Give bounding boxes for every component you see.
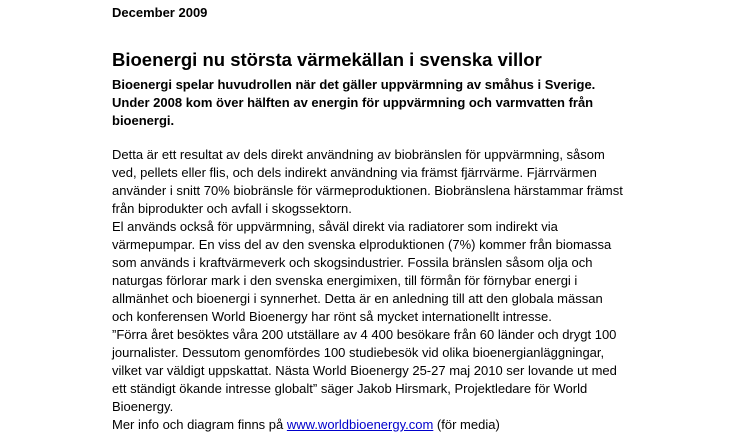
body-line: från biprodukter och avfall i skogssektorn. — [112, 201, 352, 216]
body-line: allmänhet och bioenergi i synnerhet. Detta är en anledning till att den globala mässan — [112, 291, 603, 306]
body-line: Detta är ett resultat av dels direkt användning av biobränslen för uppvärmning, såsom — [112, 147, 605, 162]
lead-line: Under 2008 kom över hälften av energin för uppvärmning och varmvatten från — [112, 95, 594, 110]
more-info-line — [112, 416, 642, 434]
body-line: som används i kraftvärmeverk och skogsindustrier. Fossila bränslen såsom olja och — [112, 255, 593, 270]
body-line: ved, pellets eller flis, och dels indirekt användning via främst fjärrvärme. Fjärrvärmen — [112, 165, 597, 180]
lead-paragraph — [112, 76, 632, 130]
body-text — [112, 146, 642, 434]
body-line: journalister. Dessutom genomfördes 100 studiebesök vid olika bioenergianläggningar, — [112, 345, 605, 360]
more-info-prefix: Mer info och diagram finns på — [112, 417, 287, 432]
body-line: använder i snitt 70% biobränsle för värmeproduktionen. Biobränslena härstammar främst — [112, 183, 623, 198]
body-line: naturgas förlorar mark i den svenska energimixen, till förmån för förnybar energi i — [112, 273, 578, 288]
body-line: ”Förra året besöktes våra 200 utställare av 4 400 besökare från 60 länder och drygt 100 — [112, 327, 617, 342]
body-line: El används också för uppvärmning, såväl direkt via radiatorer som indirekt via — [112, 219, 558, 234]
lead-line: bioenergi. — [112, 113, 175, 128]
document-date: December 2009 — [112, 5, 208, 20]
body-line: Bioenergy. — [112, 399, 174, 414]
lead-line: Bioenergi spelar huvudrollen när det gäller uppvärmning av småhus i Sverige. — [112, 77, 596, 92]
article-title: Bioenergi nu största värmekällan i svenska villor — [112, 49, 542, 70]
worldbioenergy-link[interactable]: www.worldbioenergy.com — [286, 417, 434, 432]
body-line: ett ständigt ökande intresse globalt” säger Jakob Hirsmark, Projektledare för World — [112, 381, 588, 396]
more-info-suffix: (för media) — [433, 417, 500, 432]
body-line: och konferensen World Bioenergy har rönt så mycket internationellt intresse. — [112, 309, 552, 324]
body-line: vilket var väldigt uppskattat. Nästa World Bioenergy 25-27 maj 2010 ser lovande ut med — [112, 363, 617, 378]
body-line: värmepumpar. En viss del av den svenska elproduktionen (7%) kommer från biomassa — [112, 237, 612, 252]
